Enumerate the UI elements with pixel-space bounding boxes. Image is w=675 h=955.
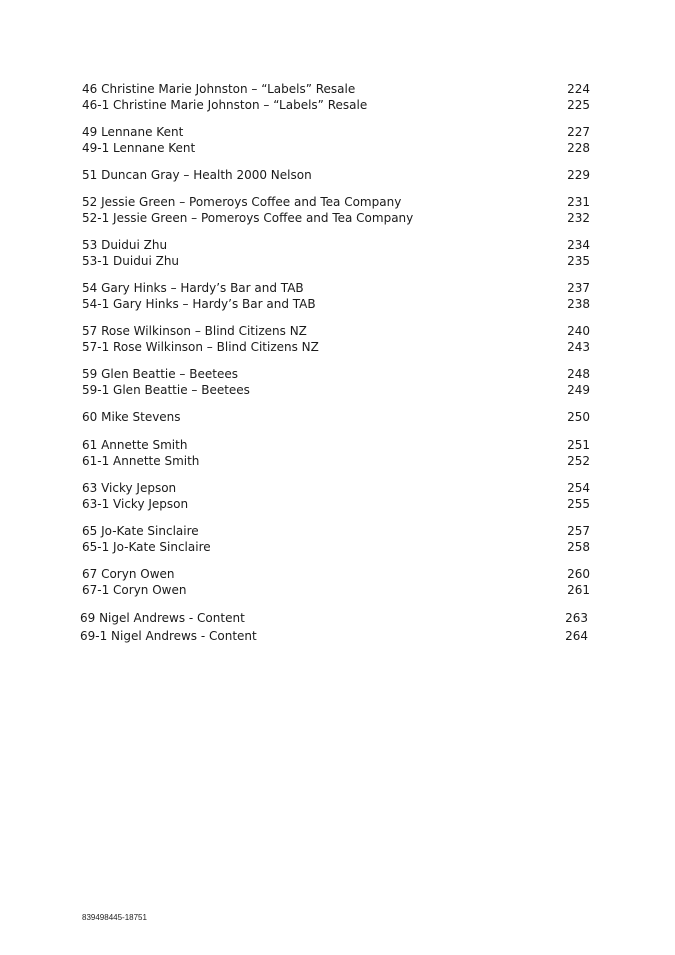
toc-entry-page-number: 261 <box>567 583 590 597</box>
toc-entry-page-number: 243 <box>567 340 590 354</box>
toc-entry <box>82 167 590 183</box>
toc-entry-title: 69-1 Nigel Andrews - Content <box>80 629 257 643</box>
toc-entry <box>80 609 588 627</box>
toc-group <box>82 409 590 425</box>
toc-entry <box>82 253 590 269</box>
toc-entry-title: 59-1 Glen Beattie – Beetees <box>82 383 250 397</box>
toc-entry-title: 49-1 Lennane Kent <box>82 141 196 155</box>
toc-entry-page-number: 260 <box>567 567 590 581</box>
toc-entry-page-number: 225 <box>567 98 590 112</box>
toc-entry <box>82 280 590 296</box>
document-id-footer: 839498445-18751 <box>82 913 147 922</box>
toc-entry-title: 60 Mike Stevens <box>82 410 181 424</box>
toc-entry-page-number: 238 <box>567 297 590 311</box>
toc-entry-title: 61-1 Annette Smith <box>82 454 200 468</box>
toc-entry-title: 69 Nigel Andrews - Content <box>80 611 245 625</box>
toc-entry-page-number: 231 <box>567 195 590 209</box>
toc-entry-title: 67 Coryn Owen <box>82 567 175 581</box>
toc-entry-page-number: 250 <box>567 410 590 424</box>
toc-entry-title: 57 Rose Wilkinson – Blind Citizens NZ <box>82 324 307 338</box>
toc-entry <box>82 496 590 512</box>
toc-group <box>82 194 590 226</box>
toc-entry <box>82 523 590 539</box>
toc-entry <box>82 539 590 555</box>
toc-entry-title: 53-1 Duidui Zhu <box>82 254 180 268</box>
toc-entry <box>82 382 590 398</box>
toc-entry-title: 59 Glen Beattie – Beetees <box>82 367 238 381</box>
toc-entry <box>82 366 590 382</box>
toc-entry <box>82 480 590 496</box>
toc-entry <box>82 194 590 210</box>
toc-entry-page-number: 264 <box>565 629 588 643</box>
toc-entry-title: 46-1 Christine Marie Johnston – “Labels” Resale <box>82 98 368 112</box>
toc-entry <box>82 210 590 226</box>
toc-entry-page-number: 263 <box>565 611 588 625</box>
toc-entry-page-number: 254 <box>567 481 590 495</box>
toc-entry <box>82 81 590 97</box>
toc-entry-page-number: 235 <box>567 254 590 268</box>
toc-group <box>82 366 590 398</box>
toc-entry-title: 51 Duncan Gray – Health 2000 Nelson <box>82 168 312 182</box>
toc-entry-title: 46 Christine Marie Johnston – “Labels” Resale <box>82 82 356 96</box>
toc-entry-page-number: 234 <box>567 238 590 252</box>
toc-entry-page-number: 228 <box>567 141 590 155</box>
toc-group <box>82 124 590 156</box>
toc-entry <box>82 409 590 425</box>
toc-entry-title: 63-1 Vicky Jepson <box>82 497 189 511</box>
toc-entry <box>82 97 590 113</box>
toc-entry-title: 57-1 Rose Wilkinson – Blind Citizens NZ <box>82 340 319 354</box>
toc-entry <box>82 323 590 339</box>
toc-entry <box>82 566 590 582</box>
toc-entry-title: 61 Annette Smith <box>82 438 188 452</box>
toc-entry-page-number: 249 <box>567 383 590 397</box>
toc-entry-page-number: 251 <box>567 438 590 452</box>
toc-entry-page-number: 240 <box>567 324 590 338</box>
toc-entry-page-number: 257 <box>567 524 590 538</box>
toc-entry <box>82 124 590 140</box>
toc-entry-page-number: 255 <box>567 497 590 511</box>
toc-entry-title: 49 Lennane Kent <box>82 125 184 139</box>
toc-entry-page-number: 258 <box>567 540 590 554</box>
toc-entry-title: 54-1 Gary Hinks – Hardy’s Bar and TAB <box>82 297 316 311</box>
toc-entry-page-number: 248 <box>567 367 590 381</box>
toc-group <box>82 437 590 469</box>
toc-entry <box>82 453 590 469</box>
toc-entry-page-number: 232 <box>567 211 590 225</box>
toc-group <box>82 167 590 183</box>
toc-entry-title: 52 Jessie Green – Pomeroys Coffee and Tea Company <box>82 195 402 209</box>
toc-group <box>82 480 590 512</box>
toc-entry <box>82 339 590 355</box>
toc-entry <box>82 437 590 453</box>
toc-entry <box>80 627 588 645</box>
toc-entry-title: 65 Jo-Kate Sinclaire <box>82 524 199 538</box>
toc-entry-page-number: 237 <box>567 281 590 295</box>
toc-group <box>82 323 590 355</box>
toc-entry-title: 63 Vicky Jepson <box>82 481 177 495</box>
toc-group <box>80 609 588 645</box>
toc-entry <box>82 140 590 156</box>
toc-entry-title: 65-1 Jo-Kate Sinclaire <box>82 540 211 554</box>
toc-entry-page-number: 229 <box>567 168 590 182</box>
toc-entry-page-number: 252 <box>567 454 590 468</box>
toc-entry-page-number: 227 <box>567 125 590 139</box>
toc-entry <box>82 296 590 312</box>
toc-entry-title: 54 Gary Hinks – Hardy’s Bar and TAB <box>82 281 304 295</box>
toc-group <box>82 237 590 269</box>
toc-entry-page-number: 224 <box>567 82 590 96</box>
toc-entry <box>82 582 590 598</box>
toc-group <box>82 523 590 555</box>
toc-entry-title: 67-1 Coryn Owen <box>82 583 187 597</box>
toc-entry-title: 52-1 Jessie Green – Pomeroys Coffee and Tea Company <box>82 211 414 225</box>
toc-group <box>82 280 590 312</box>
toc-entry-title: 53 Duidui Zhu <box>82 238 168 252</box>
toc-entry <box>82 237 590 253</box>
toc-group <box>82 566 590 598</box>
toc-group <box>82 81 590 113</box>
